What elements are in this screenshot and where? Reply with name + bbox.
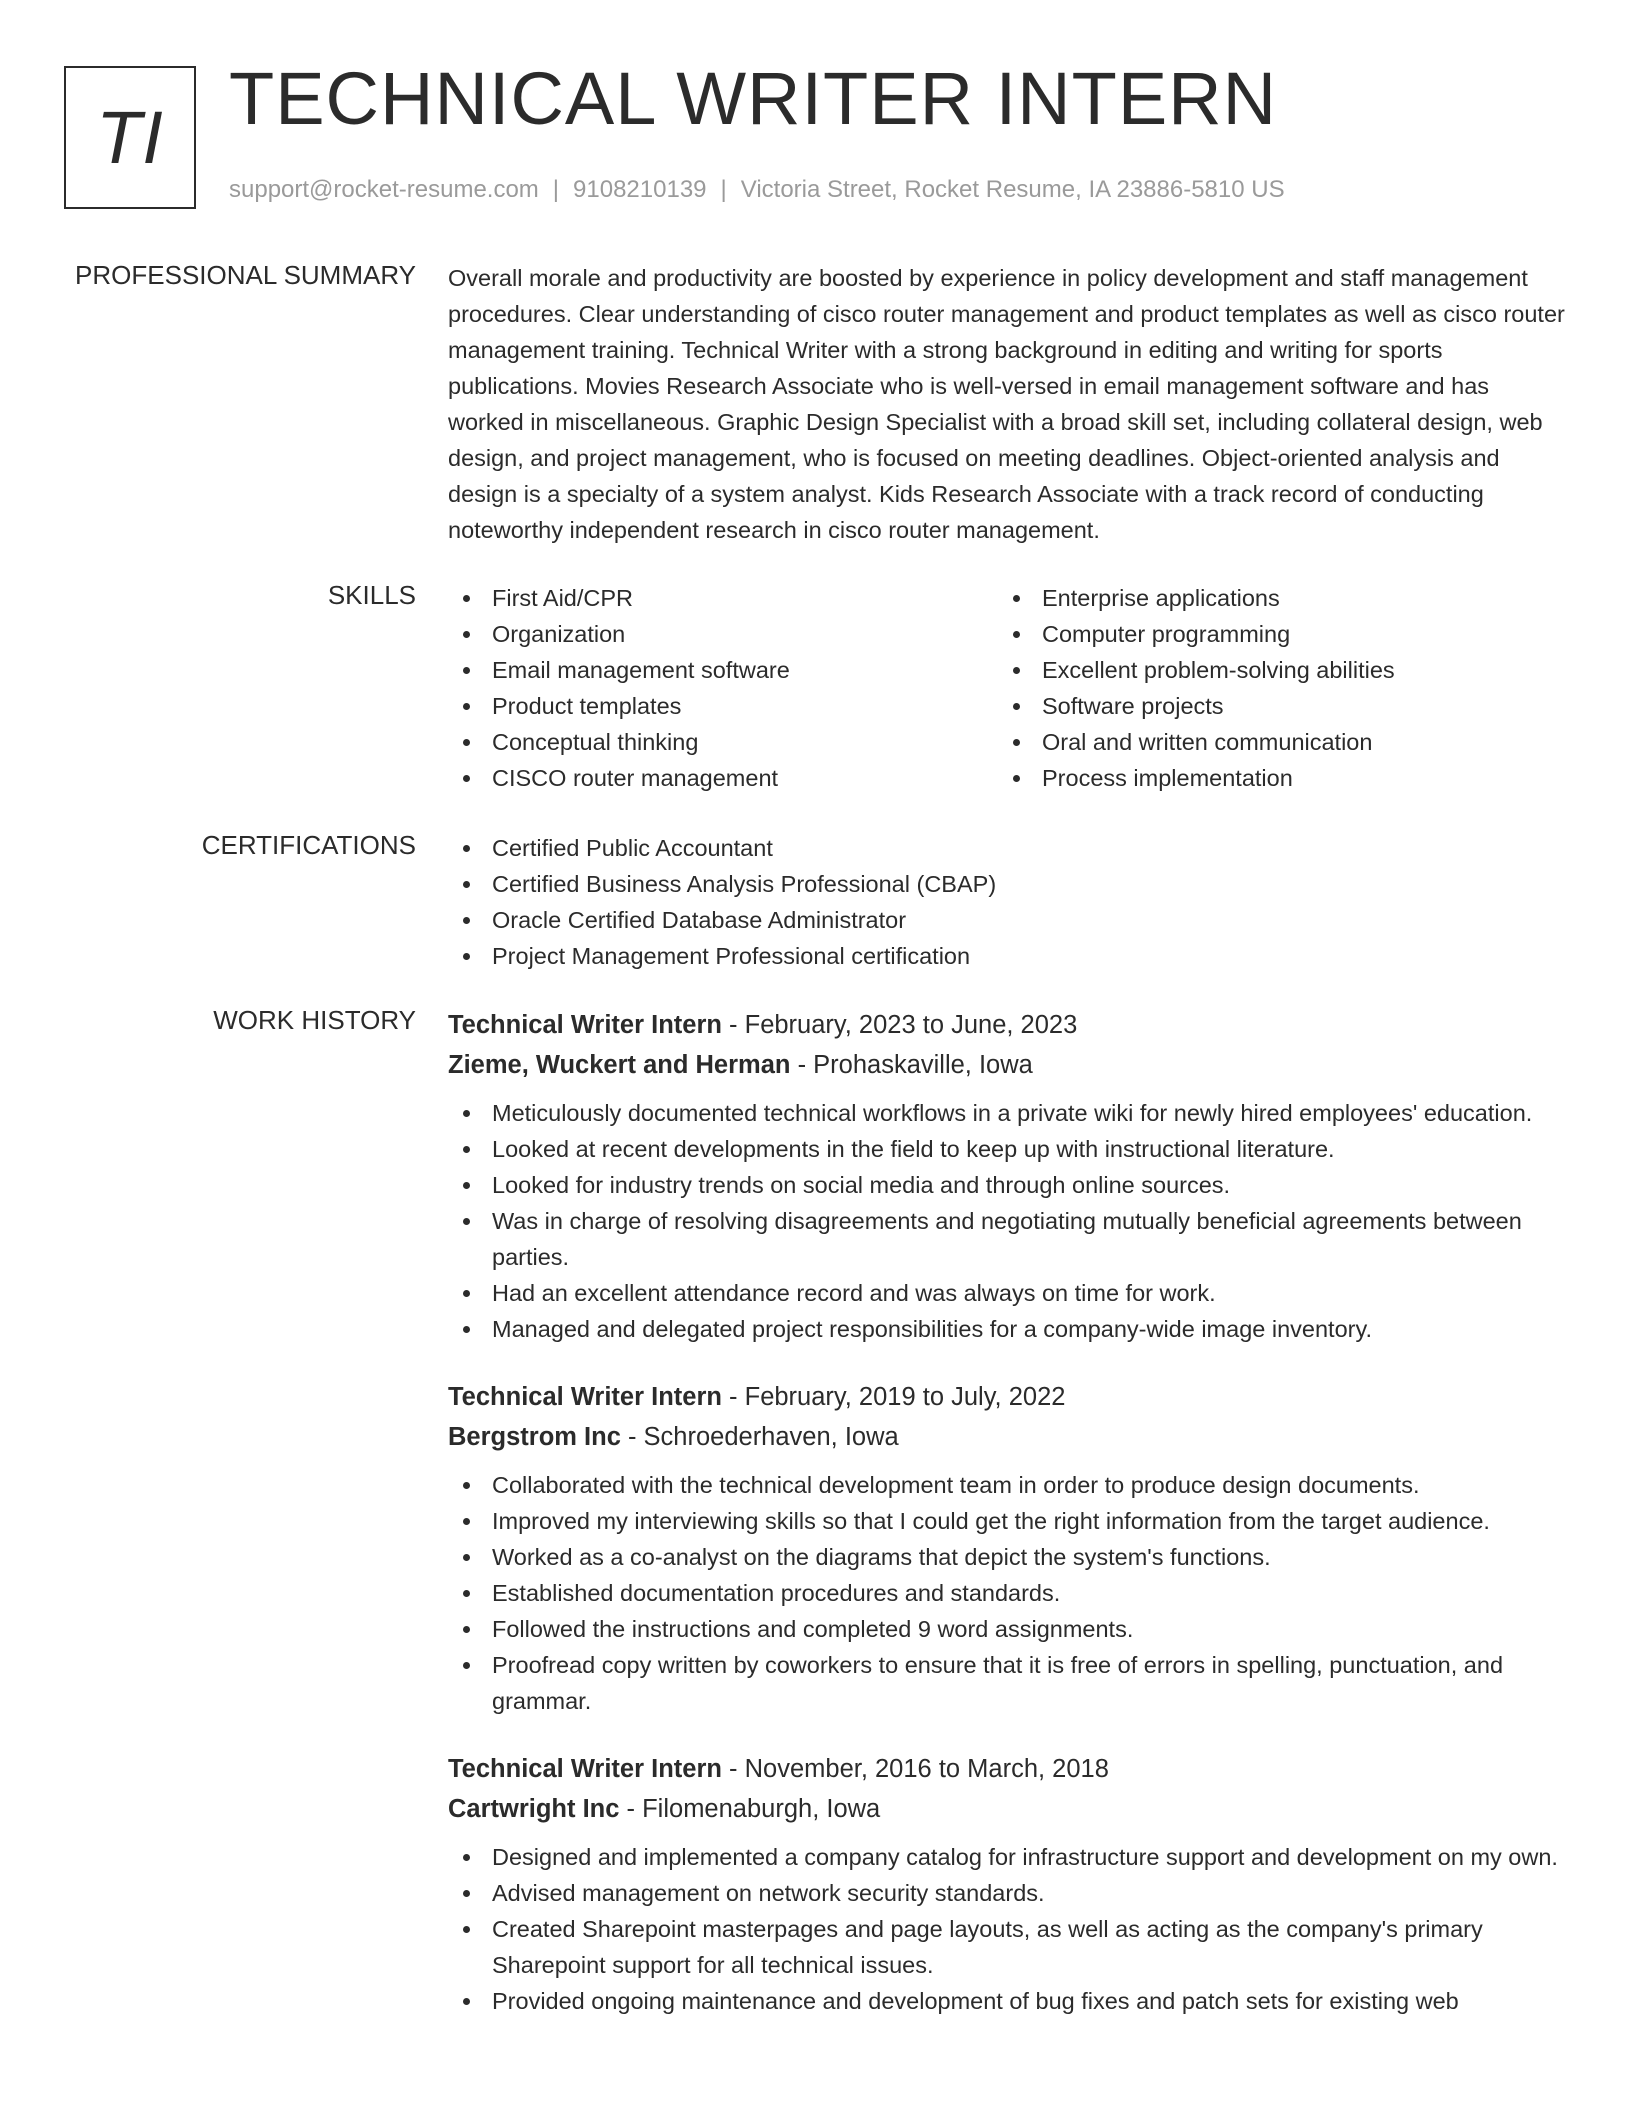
certification-item: Certified Public Accountant [448, 830, 1570, 866]
skill-item: First Aid/CPR [448, 580, 998, 616]
job-company: Cartwright Inc [448, 1795, 620, 1823]
job-title-line [448, 1005, 1570, 1045]
job-company-line [448, 1789, 1570, 1829]
job-role: Technical Writer Intern [448, 1011, 722, 1039]
job-entry [448, 1005, 1570, 1347]
job-dates: - February, 2019 to July, 2022 [721, 1383, 1066, 1411]
contact-email[interactable]: support@rocket-resume.com [229, 176, 539, 203]
certification-item: Oracle Certified Database Administrator [448, 902, 1570, 938]
contact-line [229, 176, 1285, 204]
resume-title: TECHNICAL WRITER INTERN [229, 57, 1278, 140]
monogram-box [64, 66, 196, 209]
certifications-list [448, 830, 1570, 974]
skill-item: Email management software [448, 652, 998, 688]
job-company-line [448, 1045, 1570, 1085]
skill-item: Organization [448, 616, 998, 652]
skill-item: CISCO router management [448, 760, 998, 796]
skills-list-left [448, 580, 998, 796]
job-location: - Filomenaburgh, Iowa [619, 1795, 881, 1823]
contact-separator: | [552, 176, 560, 203]
job-bullet: Looked for industry trends on social media and through online sources. [448, 1167, 1570, 1203]
monogram-initials: TI [96, 96, 164, 179]
job-bullet: Proofread copy written by coworkers to ensure that it is free of errors in spelling, punctuation, and grammar. [448, 1647, 1570, 1719]
job-bullet: Provided ongoing maintenance and development of bug fixes and patch sets for existing web [448, 1983, 1570, 2019]
job-role: Technical Writer Intern [448, 1755, 722, 1783]
certification-item: Certified Business Analysis Professional (CBAP) [448, 866, 1570, 902]
contact-address: Victoria Street, Rocket Resume, IA 23886-5810 US [740, 176, 1285, 203]
job-bullet: Advised management on network security standards. [448, 1875, 1570, 1911]
summary-text: Overall morale and productivity are boosted by experience in policy development and staff management procedures. Clear understanding of cisco router management and product templates as well as cisco router management training. Technical Writer with a strong background in editing and writing for sports publications. Movies Research Associate who is well-versed in email management software and has worked in miscellaneous. Graphic Design Specialist with a broad skill set, including collateral design, web design, and project management, who is focused on meeting deadlines. Object-oriented analysis and design is a specialty of a system analyst. Kids Research Associate with a track record of conducting noteworthy independent research in cisco router management. [448, 265, 1565, 543]
skill-item: Computer programming [998, 616, 1548, 652]
job-bullet: Worked as a co-analyst on the diagrams that depict the system's functions. [448, 1539, 1570, 1575]
section-label: CERTIFICATIONS [201, 830, 416, 860]
job-dates: - November, 2016 to March, 2018 [721, 1755, 1109, 1783]
skill-item: Process implementation [998, 760, 1548, 796]
skill-item: Software projects [998, 688, 1548, 724]
job-bullet: Meticulously documented technical workflows in a private wiki for newly hired employees' education. [448, 1095, 1570, 1131]
job-bullets [448, 1095, 1570, 1347]
job-title-line [448, 1749, 1570, 1789]
job-role: Technical Writer Intern [448, 1383, 722, 1411]
job-bullet: Managed and delegated project responsibilities for a company-wide image inventory. [448, 1311, 1570, 1347]
skill-item: Enterprise applications [998, 580, 1548, 616]
skill-item: Oral and written communication [998, 724, 1548, 760]
certification-item: Project Management Professional certification [448, 938, 1570, 974]
skill-item: Excellent problem-solving abilities [998, 652, 1548, 688]
skill-item: Conceptual thinking [448, 724, 998, 760]
skills-list-right [998, 580, 1548, 796]
job-entry [448, 1377, 1570, 1719]
job-bullet: Was in charge of resolving disagreements and negotiating mutually beneficial agreements between parties. [448, 1203, 1570, 1275]
job-company-line [448, 1417, 1570, 1457]
job-bullet: Established documentation procedures and standards. [448, 1575, 1570, 1611]
job-title-line [448, 1377, 1570, 1417]
job-bullet: Collaborated with the technical development team in order to produce design documents. [448, 1467, 1570, 1503]
job-company: Zieme, Wuckert and Herman [448, 1051, 791, 1079]
contact-separator: | [720, 176, 727, 203]
section-label: WORK HISTORY [213, 1005, 416, 1035]
job-entry [448, 1749, 1570, 2019]
contact-phone[interactable]: 9108210139 [573, 176, 707, 203]
skill-item: Product templates [448, 688, 998, 724]
job-bullets [448, 1839, 1570, 2019]
job-bullet: Designed and implemented a company catalog for infrastructure support and development on my own. [448, 1839, 1570, 1875]
job-bullet: Created Sharepoint masterpages and page layouts, as well as acting as the company's primary Sharepoint support for all technical issues. [448, 1911, 1570, 1983]
section-label: SKILLS [327, 580, 416, 610]
job-dates: - February, 2023 to June, 2023 [721, 1011, 1078, 1039]
section-label: PROFESSIONAL SUMMARY [75, 260, 416, 290]
job-bullet: Improved my interviewing skills so that I could get the right information from the target audience. [448, 1503, 1570, 1539]
job-location: - Prohaskaville, Iowa [790, 1051, 1033, 1079]
job-bullet: Looked at recent developments in the field to keep up with instructional literature. [448, 1131, 1570, 1167]
job-company: Bergstrom Inc [448, 1423, 621, 1451]
job-location: - Schroederhaven, Iowa [620, 1423, 899, 1451]
job-bullet: Had an excellent attendance record and was always on time for work. [448, 1275, 1570, 1311]
job-bullet: Followed the instructions and completed 9 word assignments. [448, 1611, 1570, 1647]
job-bullets [448, 1467, 1570, 1719]
